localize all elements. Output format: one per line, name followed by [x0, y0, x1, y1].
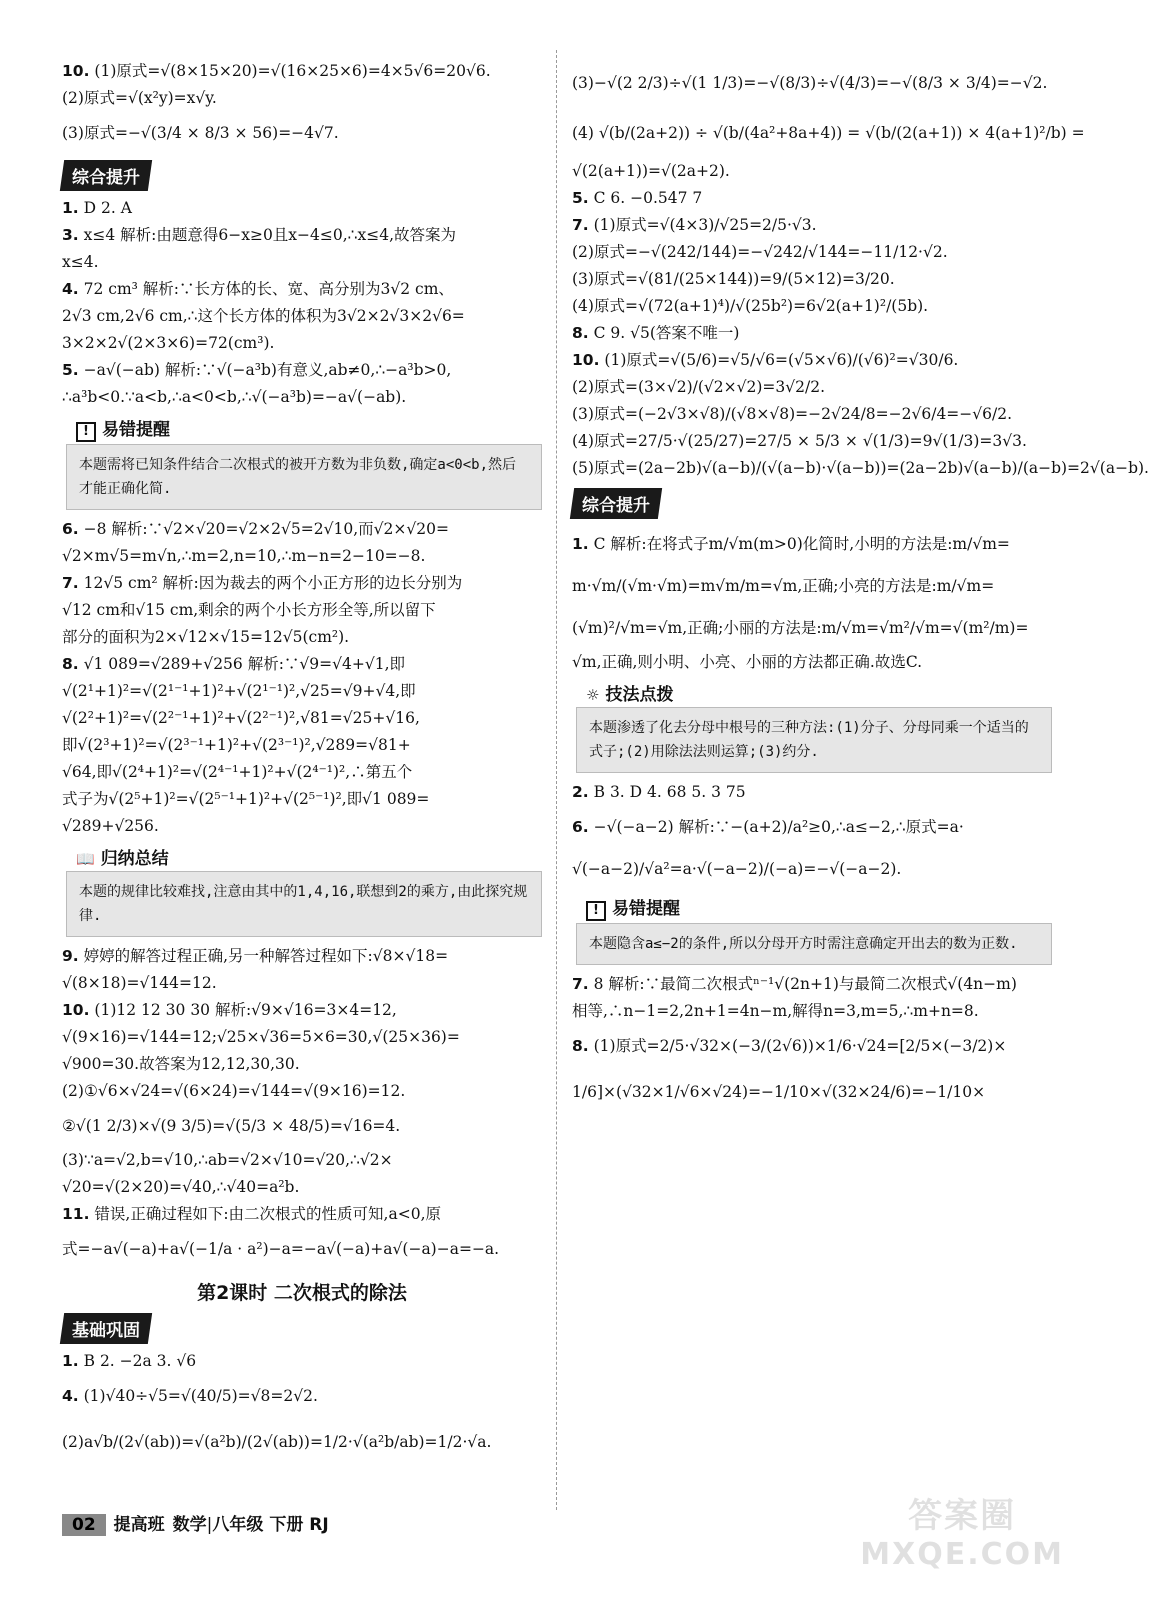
- answer-line: [62, 330, 542, 357]
- section-header-comprehensive-right: 综合提升: [570, 488, 662, 519]
- tip-header-technique: ☼ 技法点拨: [586, 685, 674, 705]
- answer-line: [62, 1417, 542, 1467]
- answer-line: [62, 570, 542, 597]
- right-column: [572, 58, 1149, 1117]
- answer-text: 相等,∴n−1=2,2n+1=4n−m,解得n=3,m=5,∴m+n=8.: [572, 1002, 979, 1020]
- answer-line: [572, 779, 1052, 806]
- answer-line: [62, 1228, 542, 1270]
- answer-line: [62, 543, 542, 570]
- answer-text: √1 089=√289+√256 解析:∵√9=√4+√1,即: [83, 655, 406, 673]
- question-number: 3.: [62, 226, 79, 244]
- answer-line: [62, 813, 542, 840]
- answer-text: √(2(a+1))=√(2a+2).: [572, 162, 730, 180]
- answer-text: m·√m/(√m·√m)=m√m/m=√m,正确;小亮的方法是:m/√m=: [572, 577, 995, 595]
- answer-text: √m,正确,则小明、小亮、小丽的方法都正确.故选C.: [572, 653, 923, 671]
- grade-info: 八年级 下册 RJ: [212, 1515, 329, 1535]
- answer-text: √64,即√(2⁴+1)²=√(2⁴⁻¹+1)²+√(2⁴⁻¹)²,∴第五个: [62, 763, 413, 781]
- answer-text: √2×m√5=m√n,∴m=2,n=10,∴m−n=2−10=−8.: [62, 547, 426, 565]
- section-header-basic: 基础巩固: [60, 1313, 152, 1344]
- answer-line: [572, 455, 1149, 482]
- answer-line: [572, 108, 1085, 158]
- answer-text: (1)√40÷√5=√(40/5)=√8=2√2.: [83, 1387, 318, 1405]
- answer-line: [572, 320, 1052, 347]
- answer-text: √(2²+1)²=√(2²⁻¹+1)²+√(2²⁻¹)²,√81=√25+√16,: [62, 709, 420, 727]
- answer-line: [62, 997, 542, 1024]
- answer-line: [572, 293, 1052, 320]
- question-number: 10.: [572, 351, 600, 369]
- answer-line: [62, 195, 542, 222]
- page-number: 02: [62, 1514, 106, 1536]
- answer-line: [572, 607, 1052, 649]
- question-number: 10.: [62, 62, 90, 80]
- section-header-comprehensive: 综合提升: [60, 160, 152, 191]
- answer-text: 式子为√(2⁵+1)²=√(2⁵⁻¹+1)²+√(2⁵⁻¹)²,即√1 089=: [62, 790, 430, 808]
- answer-line: [62, 1078, 542, 1105]
- tip-box-error-warning: 本题需将已知条件结合二次根式的被开方数为非负数,确定a<0<b,然后才能正确化简.: [66, 444, 542, 510]
- answer-line: [62, 303, 542, 330]
- watermark: [860, 1488, 1064, 1572]
- answer-text: (3)原式=−√(3/4 × 8/3 × 56)=−4√7.: [62, 124, 339, 142]
- answer-line: [62, 651, 542, 678]
- tip-header-error-warning-right: ! 易错提醒: [586, 894, 1052, 921]
- answer-text: 式=−a√(−a)+a√(−1/a · a²)−a=−a√(−a)+a√(−a)−a=−a.: [62, 1240, 500, 1258]
- answer-text: 3×2×2√(2×3×6)=72(cm³).: [62, 334, 275, 352]
- answer-text: ②√(1 2/3)×√(9 3/5)=√(5/3 × 48/5)=√16=4.: [62, 1117, 401, 1135]
- answer-line: [572, 374, 1052, 401]
- answer-line: [572, 523, 1052, 565]
- answer-line: [572, 347, 1052, 374]
- page-footer: 02 提高班 数学|八年级 下册 RJ: [62, 1510, 329, 1536]
- answer-text: (1)原式=√(5/6)=√5/√6=(√5×√6)/(√6)²=√30/6.: [604, 351, 959, 369]
- answer-line: [572, 58, 1052, 108]
- answer-line: [62, 222, 542, 249]
- answer-line: [62, 1375, 542, 1417]
- lesson-title: 第2课时 二次根式的除法: [197, 1282, 407, 1304]
- answer-line: [62, 357, 542, 384]
- answer-text: (√m)²/√m=√m,正确;小丽的方法是:m/√m=√m²/√m=√(m²/m)=: [572, 619, 1029, 637]
- lightbulb-icon: ☼: [586, 686, 600, 704]
- answer-text: x≤4 解析:由题意得6−x≥0且x−4≤0,∴x≤4,故答案为: [83, 226, 457, 244]
- exclamation-icon: !: [76, 422, 96, 442]
- answer-text: √(2¹+1)²=√(2¹⁻¹+1)²+√(2¹⁻¹)²,√25=√9+√4,即: [62, 682, 416, 700]
- question-number: 1.: [62, 1352, 79, 1370]
- answer-text: 即√(2³+1)²=√(2³⁻¹+1)²+√(2³⁻¹)²,√289=√81+: [62, 736, 411, 754]
- answer-line: [572, 998, 1052, 1025]
- question-number: 7.: [62, 574, 79, 592]
- question-number: 8.: [572, 324, 589, 342]
- subject: 数学: [172, 1515, 207, 1535]
- question-number: 5.: [572, 189, 589, 207]
- answer-text: √(8×18)=√144=12.: [62, 974, 217, 992]
- answer-text: 1/6]×(√32×1/√6×√24)=−1/10×√(32×24/6)=−1/10×: [572, 1083, 986, 1101]
- answer-text: D 2. A: [83, 199, 132, 217]
- question-number: 2.: [572, 783, 589, 801]
- answer-text: √(9×16)=√144=12;√25×√36=5×6=30,√(25×36)=: [62, 1028, 460, 1046]
- answer-text: (1)原式=√(4×3)/√25=2/5·√3.: [593, 216, 817, 234]
- answer-text: (1)原式=2/5·√32×(−3/(2√6))×1/6·√24=[2/5×(−3/2)×: [593, 1037, 1007, 1055]
- answer-line: [572, 848, 1052, 890]
- tip-box-technique: 本题渗透了化去分母中根号的三种方法:(1)分子、分母同乘一个适当的式子;(2)用除法法则运算;(3)约分.: [576, 707, 1052, 773]
- answer-text: (3)原式=(−2√3×√8)/(√8×√8)=−2√24/8=−2√6/4=−√6/2.: [572, 405, 1013, 423]
- question-number: 9.: [62, 947, 79, 965]
- question-number: 8.: [62, 655, 79, 673]
- question-number: 7.: [572, 216, 589, 234]
- question-number: 6.: [62, 520, 79, 538]
- answer-line: [62, 759, 542, 786]
- answer-line: [62, 1105, 542, 1147]
- answer-text: (2)原式=(3×√2)/(√2×√2)=3√2/2.: [572, 378, 826, 396]
- answer-line: [62, 1201, 542, 1228]
- answer-line: [62, 249, 542, 276]
- question-number: 6.: [572, 818, 589, 836]
- answer-line: [572, 565, 1052, 607]
- answer-text: C 6. −0.547 7: [593, 189, 703, 207]
- answer-line: [572, 428, 1052, 455]
- answer-text: (3)原式=√(81/(25×144))=9/(5×12)=3/20.: [572, 270, 895, 288]
- question-number: 1.: [62, 199, 79, 217]
- left-column: [62, 58, 542, 1467]
- answer-text: x≤4.: [62, 253, 99, 271]
- answer-text: (1)12 12 30 30 解析:√9×√16=3×4=12,: [94, 1001, 397, 1019]
- answer-line: [62, 1147, 542, 1174]
- answer-line: [62, 276, 542, 303]
- answer-line: [62, 597, 542, 624]
- answer-text: (3)−√(2 2/3)÷√(1 1/3)=−√(8/3)÷√(4/3)=−√(8/3 × 3/4)=−√2.: [572, 74, 1048, 92]
- tip-box-summary: 本题的规律比较难找,注意由其中的1,4,16,联想到2的乘方,由此探究规律.: [66, 871, 542, 937]
- answer-text: 2√3 cm,2√6 cm,∴这个长方体的体积为3√2×2√3×2√6=: [62, 307, 465, 325]
- answer-text: (4) √(b/(2a+2)) ÷ √(b/(4a²+8a+4)) = √(b/(2(a+1)) × 4(a+1)²/b) =: [572, 124, 1085, 142]
- answer-text: B 2. −2a 3. √6: [83, 1352, 197, 1370]
- answer-text: 错误,正确过程如下:由二次根式的性质可知,a<0,原: [94, 1205, 442, 1223]
- answer-line: [62, 58, 542, 85]
- answer-line: [572, 185, 1052, 212]
- answer-line: [62, 678, 542, 705]
- answer-line: [572, 239, 1052, 266]
- answer-line: [62, 112, 542, 154]
- answer-text: √(−a−2)/√a²=a·√(−a−2)/(−a)=−√(−a−2).: [572, 860, 902, 878]
- answer-text: (2)原式=−√(242/144)=−√242/√144=−11/12·√2.: [572, 243, 948, 261]
- answer-line: [572, 971, 1052, 998]
- question-number: 11.: [62, 1205, 90, 1223]
- answer-text: ∴a³b<0.∵a<b,∴a<0<b,∴√(−a³b)=−a√(−ab).: [62, 388, 407, 406]
- answer-text: 72 cm³ 解析:∵长方体的长、宽、高分别为3√2 cm、: [83, 280, 454, 298]
- answer-line: [572, 401, 1052, 428]
- exclamation-icon: !: [586, 901, 606, 921]
- column-divider: [556, 50, 557, 1510]
- answer-text: 部分的面积为2×√12×√15=12√5(cm²).: [62, 628, 350, 646]
- answer-text: (1)原式=√(8×15×20)=√(16×25×6)=4×5√6=20√6.: [94, 62, 491, 80]
- answer-text: (4)原式=√(72(a+1)⁴)/√(25b²)=6√2(a+1)²/(5b).: [572, 297, 929, 315]
- answer-line: [62, 943, 542, 970]
- answer-text: −8 解析:∵√2×√20=√2×2√5=2√10,而√2×√20=: [83, 520, 449, 538]
- tip-header-summary: 📖 归纳总结: [76, 849, 169, 869]
- answer-text: √289+√256.: [62, 817, 159, 835]
- answer-text: (5)原式=(2a−2b)√(a−b)/(√(a−b)·√(a−b))=(2a−2b)√(a−b)/(a−b)=2√(a−b).: [572, 459, 1149, 477]
- answer-text: C 解析:在将式子m/√m(m>0)化简时,小明的方法是:m/√m=: [593, 535, 1010, 553]
- answer-text: √12 cm和√15 cm,剩余的两个小长方形全等,所以留下: [62, 601, 436, 619]
- answer-text: −a√(−ab) 解析:∵√(−a³b)有意义,ab≠0,∴−a³b>0,: [83, 361, 452, 379]
- answer-line: [572, 266, 1052, 293]
- answer-line: [572, 806, 1052, 848]
- question-number: 8.: [572, 1037, 589, 1055]
- answer-line: [62, 786, 542, 813]
- question-number: 4.: [62, 280, 79, 298]
- question-number: 10.: [62, 1001, 90, 1019]
- answer-text: −√(−a−2) 解析:∵−(a+2)/a²≥0,∴a≤−2,∴原式=a·: [593, 818, 964, 836]
- question-number: 5.: [62, 361, 79, 379]
- answer-text: 12√5 cm² 解析:因为裁去的两个小正方形的边长分别为: [83, 574, 463, 592]
- answer-line: [62, 732, 542, 759]
- answer-line: [62, 1051, 542, 1078]
- answer-line: [62, 85, 542, 112]
- answer-text: C 9. √5(答案不唯一): [593, 324, 740, 342]
- answer-line: [62, 624, 542, 651]
- answer-text: (3)∵a=√2,b=√10,∴ab=√2×√10=√20,∴√2×: [62, 1151, 393, 1169]
- answer-line: [62, 970, 542, 997]
- answer-line: [62, 1174, 542, 1201]
- answer-text: (2)①√6×√24=√(6×24)=√144=√(9×16)=12.: [62, 1082, 406, 1100]
- answer-line: [62, 1348, 542, 1375]
- tip-header-error-warning: ! 易错提醒: [76, 415, 542, 442]
- question-number: 4.: [62, 1387, 79, 1405]
- answer-line: [62, 384, 542, 411]
- book-icon: 📖: [76, 850, 95, 868]
- series-name: 提高班: [113, 1515, 165, 1535]
- answer-text: 婷婷的解答过程正确,另一种解答过程如下:√8×√18=: [83, 947, 449, 965]
- answer-line: [572, 212, 1052, 239]
- watermark-logo-text: 答案圈: [908, 1496, 1017, 1536]
- answer-text: (4)原式=27/5·√(25/27)=27/5 × 5/3 × √(1/3)=9√(1/3)=3√3.: [572, 432, 1027, 450]
- answer-line: [62, 1024, 542, 1051]
- answer-text: 8 解析:∵最简二次根式ⁿ⁻¹√(2n+1)与最简二次根式√(4n−m): [593, 975, 1017, 993]
- question-number: 1.: [572, 535, 589, 553]
- answer-text: √900=30.故答案为12,12,30,30.: [62, 1055, 300, 1073]
- watermark-domain: MXQE.COM: [860, 1537, 1064, 1572]
- question-number: 7.: [572, 975, 589, 993]
- tip-box-error-warning-right: 本题隐含a≤−2的条件,所以分母开方时需注意确定开出去的数为正数.: [576, 923, 1052, 965]
- answer-text: √20=√(2×20)=√40,∴√40=a²b.: [62, 1178, 300, 1196]
- answer-line: [62, 516, 542, 543]
- answer-text: B 3. D 4. 68 5. 3 75: [593, 783, 746, 801]
- answer-text: (2)原式=√(x²y)=x√y.: [62, 89, 217, 107]
- answer-line: [572, 649, 1052, 676]
- answer-line: [572, 1067, 1052, 1117]
- answer-line: [572, 158, 1052, 185]
- answer-text: (2)a√b/(2√(ab))=√(a²b)/(2√(ab))=1/2·√(a²b/ab)=1/2·√a.: [62, 1433, 492, 1451]
- answer-line: [572, 1025, 1052, 1067]
- answer-line: [62, 705, 542, 732]
